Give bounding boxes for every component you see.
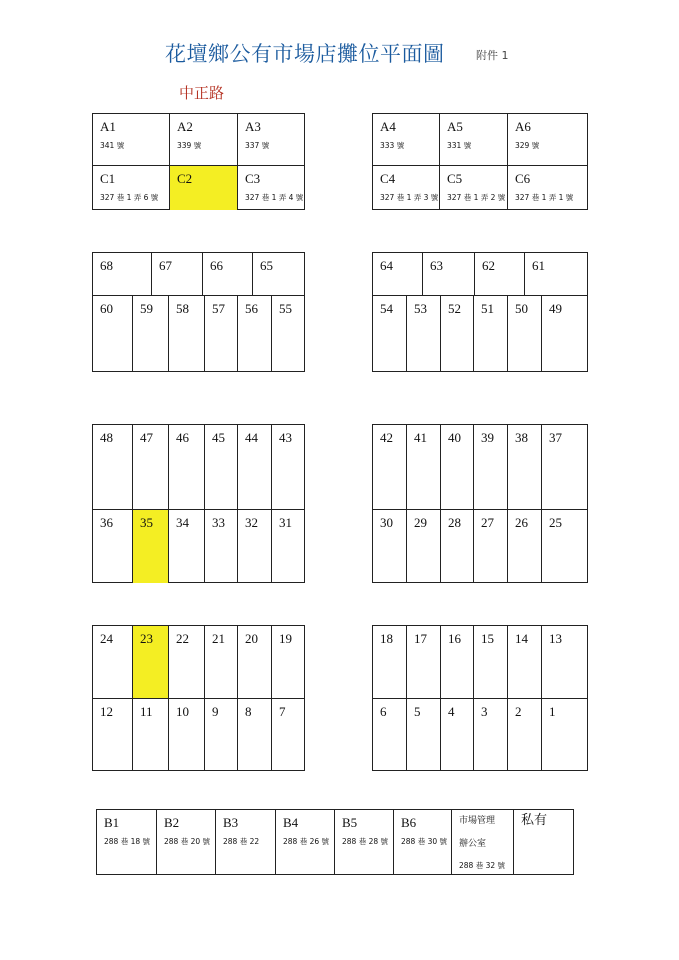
stall-label: B4: [283, 815, 299, 830]
stall-58[interactable]: [168, 296, 204, 372]
stall-address: 288 巷 18 號: [104, 837, 151, 846]
stall-number: 18: [380, 631, 393, 646]
stall-number: 13: [549, 631, 562, 646]
stall-number: 59: [140, 301, 153, 316]
stall-number: 32: [245, 515, 258, 530]
stall-37[interactable]: [541, 425, 587, 509]
stall-block-g: [92, 625, 305, 771]
stall-number: 68: [100, 258, 113, 273]
stall-address: 327 巷 1 弄 2 號: [447, 193, 506, 202]
stall-number: 56: [245, 301, 258, 316]
stall-number: 55: [279, 301, 292, 316]
stall-label: B3: [223, 815, 239, 830]
stall-20[interactable]: [237, 626, 271, 698]
stall-label: C5: [447, 171, 463, 186]
stall-address: 288 巷 26 號: [283, 837, 330, 846]
stall-c4[interactable]: [373, 166, 439, 210]
stall-number: 29: [414, 515, 427, 530]
stall-number: 65: [260, 258, 273, 273]
stall-address: 333 號: [380, 141, 405, 150]
stall-number: 53: [414, 301, 427, 316]
stall-number: 66: [210, 258, 223, 273]
stall-23-highlighted[interactable]: [132, 626, 168, 698]
stall-number: 60: [100, 301, 113, 316]
stall-36[interactable]: [93, 510, 132, 583]
stall-2[interactable]: [507, 699, 541, 771]
stall-number: 2: [515, 704, 522, 719]
stall-number: 12: [100, 704, 113, 719]
stall-number: 17: [414, 631, 427, 646]
stall-block-f: [372, 424, 588, 583]
stall-block-d: [372, 252, 588, 372]
stall-block-e: [92, 424, 305, 583]
stall-54[interactable]: [373, 296, 406, 372]
stall-number: 31: [279, 515, 292, 530]
stall-45[interactable]: [204, 425, 237, 509]
stall-number: 40: [448, 430, 461, 445]
stall-number: 3: [481, 704, 488, 719]
stall-13[interactable]: [541, 626, 587, 698]
stall-label: A4: [380, 119, 396, 134]
stall-number: 54: [380, 301, 393, 316]
stall-c2-highlighted[interactable]: [169, 166, 237, 210]
stall-14[interactable]: [507, 626, 541, 698]
stall-number: 58: [176, 301, 189, 316]
stall-43[interactable]: [271, 425, 304, 509]
stall-number: 9: [212, 704, 219, 719]
stall-block-a: [92, 113, 305, 210]
stall-c1[interactable]: [93, 166, 169, 210]
stall-a5[interactable]: [439, 114, 507, 165]
stall-address: 327 巷 1 弄 3 號: [380, 193, 439, 202]
stall-48[interactable]: [93, 425, 132, 509]
stall-number: 63: [430, 258, 443, 273]
stall-47[interactable]: [132, 425, 168, 509]
stall-address: 288 巷 22: [223, 837, 260, 846]
stall-7[interactable]: [271, 699, 304, 771]
stall-number: 21: [212, 631, 225, 646]
stall-number: 50: [515, 301, 528, 316]
stall-60[interactable]: [93, 296, 132, 372]
stall-24[interactable]: [93, 626, 132, 698]
stall-address: 327 巷 1 弄 6 號: [100, 193, 159, 202]
stall-number: 44: [245, 430, 258, 445]
stall-6[interactable]: [373, 699, 406, 771]
stall-number: 38: [515, 430, 528, 445]
stall-number: 22: [176, 631, 189, 646]
stall-53[interactable]: [406, 296, 440, 372]
stall-11[interactable]: [132, 699, 168, 771]
stall-number: 36: [100, 515, 113, 530]
stall-64[interactable]: [373, 253, 422, 295]
stall-52[interactable]: [440, 296, 473, 372]
stall-block-c: [92, 252, 305, 372]
stall-number: 7: [279, 704, 286, 719]
stall-number: 57: [212, 301, 225, 316]
stall-46[interactable]: [168, 425, 204, 509]
stall-block-b-row: [96, 809, 574, 875]
stall-label: A3: [245, 119, 261, 134]
stall-a4[interactable]: [373, 114, 439, 165]
stall-59[interactable]: [132, 296, 168, 372]
stall-address: 288 巷 30 號: [401, 837, 448, 846]
stall-27[interactable]: [473, 510, 507, 583]
stall-18[interactable]: [373, 626, 406, 698]
stall-address: 331 號: [447, 141, 472, 150]
stall-number: 52: [448, 301, 461, 316]
private-lot[interactable]: [513, 810, 573, 874]
stall-8[interactable]: [237, 699, 271, 771]
stall-40[interactable]: [440, 425, 473, 509]
stall-12[interactable]: [93, 699, 132, 771]
stall-39[interactable]: [473, 425, 507, 509]
stall-number: 8: [245, 704, 252, 719]
stall-address: 339 號: [177, 141, 202, 150]
stall-address: 337 號: [245, 141, 270, 150]
stall-51[interactable]: [473, 296, 507, 372]
stall-number: 62: [482, 258, 495, 273]
stall-32[interactable]: [237, 510, 271, 583]
stall-a3[interactable]: [237, 114, 304, 165]
stall-b5[interactable]: [334, 810, 393, 874]
stall-label: C6: [515, 171, 531, 186]
stall-5[interactable]: [406, 699, 440, 771]
stall-29[interactable]: [406, 510, 440, 583]
private-label: 私有: [521, 813, 548, 828]
page-title: 花壇鄉公有市場店攤位平面圖: [165, 42, 445, 66]
stall-address: 327 巷 1 弄 1 號: [515, 193, 574, 202]
stall-c3[interactable]: [237, 166, 304, 210]
stall-28[interactable]: [440, 510, 473, 583]
stall-62[interactable]: [474, 253, 524, 295]
stall-number: 27: [481, 515, 494, 530]
stall-1[interactable]: [541, 699, 587, 771]
stall-number: 5: [414, 704, 421, 719]
stall-label: C3: [245, 171, 261, 186]
stall-b1[interactable]: [97, 810, 156, 874]
stall-number: 39: [481, 430, 494, 445]
stall-block-b: [372, 113, 588, 210]
stall-number: 11: [140, 704, 153, 719]
stall-68[interactable]: [93, 253, 151, 295]
office-address: 288 巷 32 號: [459, 861, 506, 870]
stall-number: 25: [549, 515, 562, 530]
road-name: 中正路: [179, 84, 225, 102]
stall-number: 6: [380, 704, 387, 719]
stall-65[interactable]: [252, 253, 304, 295]
stall-26[interactable]: [507, 510, 541, 583]
stall-4[interactable]: [440, 699, 473, 771]
stall-33[interactable]: [204, 510, 237, 583]
stall-number: 64: [380, 258, 393, 273]
stall-number: 48: [100, 430, 113, 445]
stall-number: 47: [140, 430, 153, 445]
stall-number: 14: [515, 631, 528, 646]
stall-label: A2: [177, 119, 193, 134]
stall-number: 1: [549, 704, 556, 719]
stall-label: B5: [342, 815, 358, 830]
stall-number: 45: [212, 430, 225, 445]
stall-10[interactable]: [168, 699, 204, 771]
stall-49[interactable]: [541, 296, 587, 372]
stall-c5[interactable]: [439, 166, 507, 210]
stall-42[interactable]: [373, 425, 406, 509]
stall-61[interactable]: [524, 253, 587, 295]
stall-35-highlighted[interactable]: [132, 510, 168, 583]
stall-31[interactable]: [271, 510, 304, 583]
stall-25[interactable]: [541, 510, 587, 583]
stall-number: 28: [448, 515, 461, 530]
stall-number: 4: [448, 704, 455, 719]
office-name-line2: 辦公室: [459, 839, 487, 849]
stall-number: 49: [549, 301, 562, 316]
stall-label: B1: [104, 815, 120, 830]
stall-30[interactable]: [373, 510, 406, 583]
appendix-label: 附件 1: [476, 49, 509, 62]
stall-address: 341 號: [100, 141, 125, 150]
stall-b3[interactable]: [215, 810, 275, 874]
stall-16[interactable]: [440, 626, 473, 698]
stall-44[interactable]: [237, 425, 271, 509]
stall-3[interactable]: [473, 699, 507, 771]
stall-9[interactable]: [204, 699, 237, 771]
stall-a2[interactable]: [169, 114, 237, 165]
stall-57[interactable]: [204, 296, 237, 372]
stall-21[interactable]: [204, 626, 237, 698]
stall-number: 42: [380, 430, 393, 445]
stall-number: 33: [212, 515, 225, 530]
stall-38[interactable]: [507, 425, 541, 509]
stall-label: C1: [100, 171, 116, 186]
stall-number: 35: [140, 515, 153, 530]
market-office[interactable]: [451, 810, 513, 874]
stall-number: 24: [100, 631, 113, 646]
stall-number: 19: [279, 631, 292, 646]
stall-number: 23: [140, 631, 153, 646]
stall-50[interactable]: [507, 296, 541, 372]
stall-address: 327 巷 1 弄 4 號: [245, 193, 304, 202]
stall-number: 16: [448, 631, 461, 646]
stall-17[interactable]: [406, 626, 440, 698]
stall-number: 10: [176, 704, 189, 719]
stall-41[interactable]: [406, 425, 440, 509]
stall-label: B6: [401, 815, 417, 830]
stall-63[interactable]: [422, 253, 474, 295]
stall-15[interactable]: [473, 626, 507, 698]
stall-address: 288 巷 20 號: [164, 837, 211, 846]
stall-address: 329 號: [515, 141, 540, 150]
stall-56[interactable]: [237, 296, 271, 372]
stall-number: 61: [532, 258, 545, 273]
stall-number: 30: [380, 515, 393, 530]
stall-b6[interactable]: [393, 810, 451, 874]
stall-34[interactable]: [168, 510, 204, 583]
stall-block-h: [372, 625, 588, 771]
stall-a6[interactable]: [507, 114, 587, 165]
stall-number: 37: [549, 430, 562, 445]
stall-label: A6: [515, 119, 531, 134]
stall-66[interactable]: [202, 253, 252, 295]
stall-label: B2: [164, 815, 180, 830]
stall-number: 20: [245, 631, 258, 646]
stall-number: 51: [481, 301, 494, 316]
stall-b2[interactable]: [156, 810, 215, 874]
stall-19[interactable]: [271, 626, 304, 698]
stall-label: A5: [447, 119, 463, 134]
stall-number: 26: [515, 515, 528, 530]
stall-b4[interactable]: [275, 810, 334, 874]
stall-address: 288 巷 28 號: [342, 837, 389, 846]
stall-c6[interactable]: [507, 166, 587, 210]
stall-67[interactable]: [151, 253, 202, 295]
stall-number: 67: [159, 258, 172, 273]
stall-number: 15: [481, 631, 494, 646]
stall-label: C4: [380, 171, 396, 186]
stall-label: C2: [177, 171, 193, 186]
stall-number: 46: [176, 430, 189, 445]
stall-label: A1: [100, 119, 116, 134]
stall-a1[interactable]: [93, 114, 169, 165]
stall-number: 43: [279, 430, 292, 445]
stall-number: 41: [414, 430, 427, 445]
stall-55[interactable]: [271, 296, 304, 372]
stall-22[interactable]: [168, 626, 204, 698]
office-name-line1: 市場管理: [459, 816, 496, 826]
stall-number: 34: [176, 515, 189, 530]
